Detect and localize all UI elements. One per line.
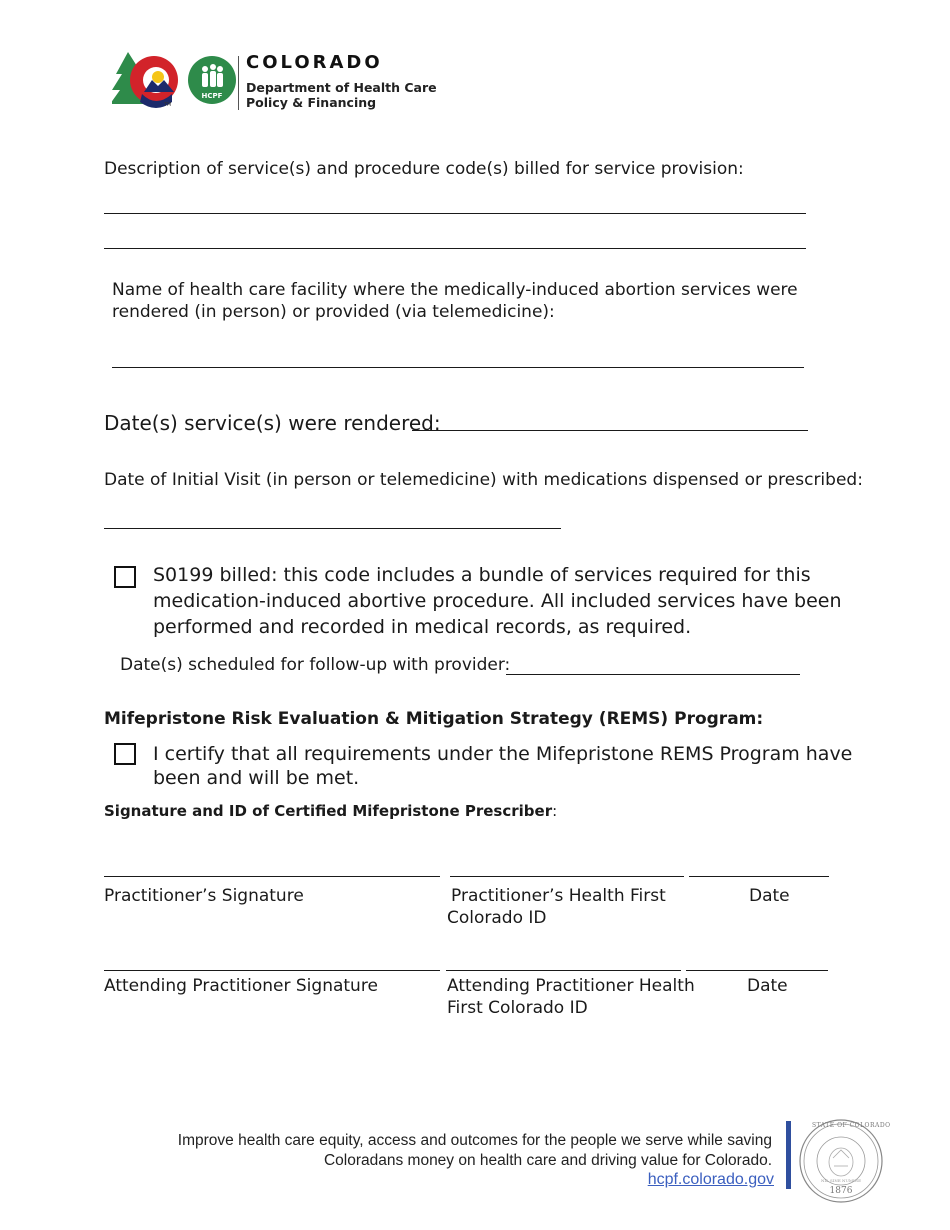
dates-rendered-label: Date(s) service(s) were rendered:	[104, 411, 441, 435]
practitioner-date-label: Date	[749, 886, 790, 906]
signature-heading-text: Signature and ID of Certified Mifepristone Prescriber	[104, 802, 553, 820]
description-line-2[interactable]	[104, 248, 806, 249]
followup-label: Date(s) scheduled for follow-up with provider:	[120, 655, 511, 675]
seal-text-top: STATE OF COLORADO	[812, 1122, 891, 1129]
s0199-checkbox[interactable]	[114, 566, 136, 588]
website-link[interactable]: hcpf.colorado.gov	[647, 1171, 774, 1188]
attending-id-label-line-1: Attending Practitioner Health	[447, 976, 695, 996]
rems-checkbox[interactable]	[114, 743, 136, 765]
followup-line[interactable]	[506, 674, 800, 675]
state-name: COLORADO	[246, 52, 383, 73]
dept-line-2: Policy & Financing	[246, 95, 377, 110]
description-label: Description of service(s) and procedure code(s) billed for service provision:	[104, 159, 744, 179]
attending-signature-label: Attending Practitioner Signature	[104, 976, 378, 996]
practitioner-id-label-line-1: Practitioner’s Health First	[451, 886, 666, 906]
attending-date-line[interactable]	[686, 970, 828, 971]
logo-block	[112, 50, 437, 112]
s0199-text-line-3: performed and recorded in medical records, as required.	[153, 616, 692, 638]
mission-line-1: Improve health care equity, access and outcomes for the people we serve while saving	[177, 1132, 772, 1149]
practitioner-signature-line[interactable]	[104, 876, 440, 877]
rems-cert-line-1: I certify that all requirements under the Mifepristone REMS Program have	[153, 743, 853, 765]
s0199-text-line-2: medication-induced abortive procedure. All included services have been	[153, 590, 842, 612]
mission-line-2: Coloradans money on health care and driving value for Colorado.	[323, 1152, 772, 1169]
initial-visit-label: Date of Initial Visit (in person or telemedicine) with medications dispensed or prescribed:	[104, 470, 863, 490]
initial-visit-line[interactable]	[104, 528, 561, 529]
rems-cert-line-2: been and will be met.	[153, 767, 360, 789]
seal-year: 1876	[829, 1186, 853, 1196]
hcpf-badge-label: HCPF	[201, 92, 223, 100]
colorado-logo-icon	[112, 50, 236, 112]
attending-signature-line[interactable]	[104, 970, 440, 971]
rems-heading: Mifepristone Risk Evaluation & Mitigation Strategy (REMS) Program:	[104, 709, 764, 729]
footer-accent-bar	[786, 1121, 791, 1189]
dates-rendered-line[interactable]	[412, 430, 808, 431]
attending-id-label-line-2: First Colorado ID	[447, 998, 588, 1018]
facility-label-line-1: Name of health care facility where the medically-induced abortion services were	[112, 280, 798, 300]
trademark-mark: TM	[164, 102, 172, 108]
attending-date-label: Date	[747, 976, 788, 996]
practitioner-signature-label: Practitioner’s Signature	[104, 886, 304, 906]
s0199-text-line-1: S0199 billed: this code includes a bundle of services required for this	[153, 564, 811, 586]
practitioner-date-line[interactable]	[689, 876, 829, 877]
practitioner-id-line[interactable]	[450, 876, 684, 877]
logo-divider	[238, 56, 239, 110]
practitioner-id-label-line-2: Colorado ID	[447, 908, 547, 928]
state-seal	[798, 1118, 891, 1204]
facility-line[interactable]	[112, 367, 804, 368]
signature-heading-colon: :	[552, 802, 558, 820]
seal-motto: NIL SINE NUMINE	[821, 1178, 861, 1183]
description-line-1[interactable]	[104, 213, 806, 214]
signature-heading	[104, 801, 557, 821]
attending-id-line[interactable]	[446, 970, 681, 971]
dept-line-1: Department of Health Care	[246, 80, 437, 95]
facility-label-line-2: rendered (in person) or provided (via telemedicine):	[112, 302, 555, 322]
